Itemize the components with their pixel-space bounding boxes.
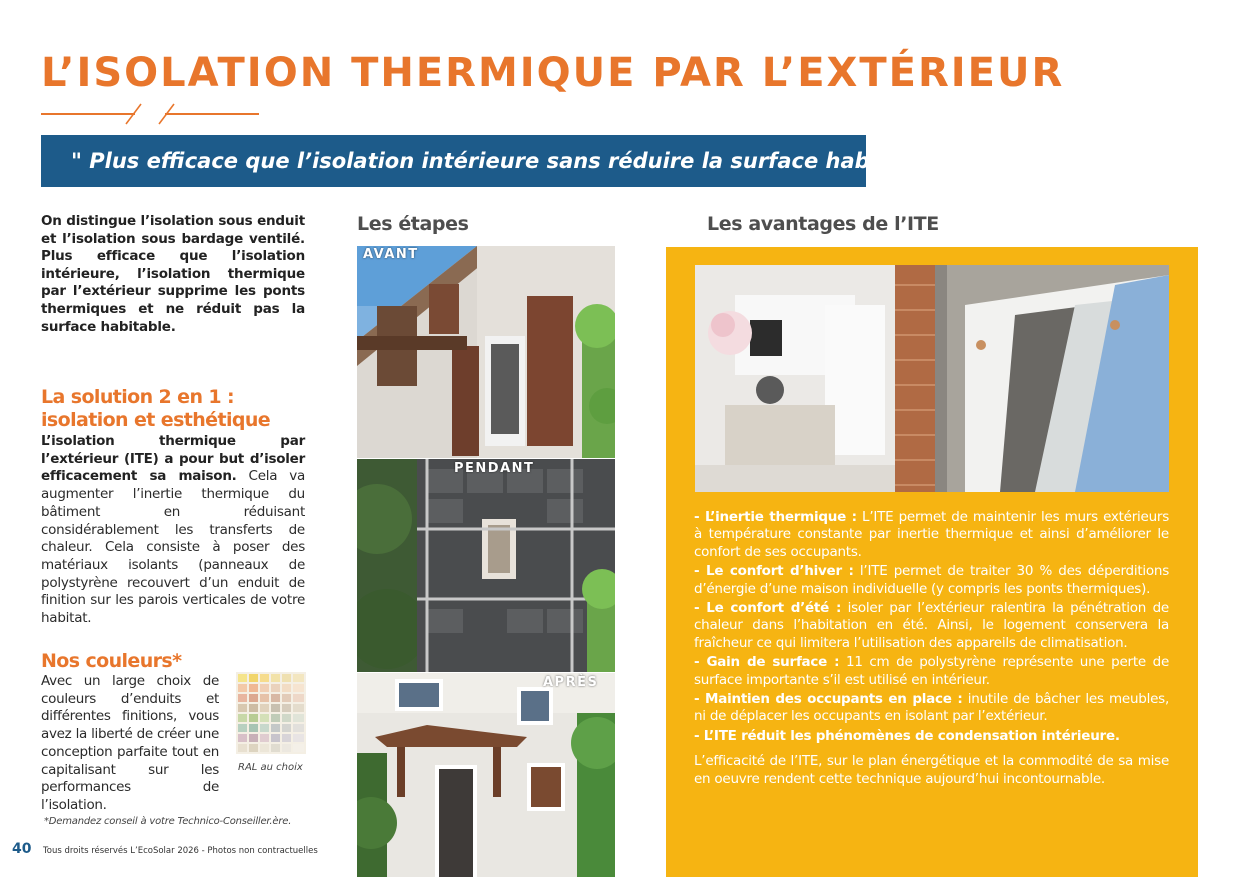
label-pendant: PENDANT xyxy=(454,461,535,476)
avantage-text: L’ITE permet de maintenir les murs extérieurs à température constante par inertie thermique et ainsi d’améliorer le confort de ses occupants. xyxy=(694,509,1169,560)
avantage-title: - L’inertie thermique : xyxy=(694,509,857,525)
title-decoration xyxy=(41,102,261,126)
color-swatch-chart xyxy=(236,672,306,754)
page-title: L’ISOLATION THERMIQUE PAR L’EXTÉRIEUR xyxy=(41,50,1065,96)
page-number: 40 xyxy=(12,841,32,857)
couleurs-heading: Nos couleurs* xyxy=(41,650,182,672)
label-avant: AVANT xyxy=(363,247,419,262)
footnote: *Demandez conseil à votre Technico-Conseiller.ère. xyxy=(44,816,292,827)
avantage-text: 11 cm de polystyrène représente une perte de surface importante s’il est utilisé en intérieur. xyxy=(694,654,1169,688)
etapes-heading: Les étapes xyxy=(357,213,469,235)
solution-bold: L’isolation thermique par l’extérieur (ITE) a pour but d’isoler efficacement sa maison. xyxy=(41,433,305,485)
avantages-closing: L’efficacité de l’ITE, sur le plan énergétique et la commodité de sa mise en oeuvre rendent cette technique aujourd’hui incontournable. xyxy=(694,753,1169,787)
photo-apres xyxy=(357,673,615,877)
avantage-text: inutile de bâcher les meubles, ni de déplacer les occupants en isolant par l’extérieur. xyxy=(694,691,1169,725)
avantage-text: isoler par l’extérieur ralentira la pénétration de chaleur dans l’habitation en été. Ainsi, le logement conservera la fraîcheur ce qui limitera l’utilisation des appareils de climatisation. xyxy=(694,600,1169,651)
avantage-item xyxy=(694,691,1169,726)
avantage-item xyxy=(694,728,1169,745)
avantage-item xyxy=(694,600,1169,652)
solution-paragraph xyxy=(41,433,305,628)
avantage-text: l’ITE permet de traiter 30 % des déperditions d’énergie d’une maison individuelle (y compris les ponts thermiques). xyxy=(694,563,1169,597)
photo-pendant xyxy=(357,459,615,672)
solution-heading: La solution 2 en 1 : isolation et esthétique xyxy=(41,386,271,431)
label-apres: APRÈS xyxy=(543,675,599,690)
avantage-item xyxy=(694,654,1169,689)
avantage-item xyxy=(694,509,1169,561)
avantage-item xyxy=(694,563,1169,598)
avantages-heading: Les avantages de l’ITE xyxy=(707,213,939,235)
footer-text: Tous droits réservés L’EcoSolar 2026 - Photos non contractuelles xyxy=(43,846,318,856)
intro-paragraph: On distingue l’isolation sous enduit et l’isolation sous bardage ventilé. Plus efficace que l’isolation intérieure, l’isolation thermique par l’extérieur supprime les ponts thermiques et ne réduit pas la surface habitable. xyxy=(41,213,305,335)
solution-body: Cela va augmenter l’inertie thermique du bâtiment en réduisant considérablement les transferts de chaleur. Cela consiste à poser des matériaux isolants (panneaux de polystyrène recouvert d’un enduit de finition sur les parois verticales de votre habitat. xyxy=(41,468,305,627)
quote-banner: " Plus efficace que l’isolation intérieure sans réduire la surface habitable ! " xyxy=(41,135,866,187)
photo-avant xyxy=(357,246,615,458)
ral-caption: RAL au choix xyxy=(238,762,303,773)
avantages-list xyxy=(694,509,1169,790)
avantage-title: - Maintien des occupants en place : xyxy=(694,691,963,708)
avantage-title: - L’ITE réduit les phénomènes de condensation intérieure. xyxy=(694,727,1120,744)
avantage-title: - Gain de surface : xyxy=(694,654,840,671)
avantage-title: - Le confort d’été : xyxy=(694,600,842,617)
avantage-title: - Le confort d’hiver : xyxy=(694,563,854,580)
ite-cutaway-photo xyxy=(695,265,1169,492)
couleurs-paragraph: Avec un large choix de couleurs d’enduits et différentes finitions, vous avez la liberté de créer une conception parfaite tout en capitalisant sur les performances de l’isolation. xyxy=(41,673,219,813)
